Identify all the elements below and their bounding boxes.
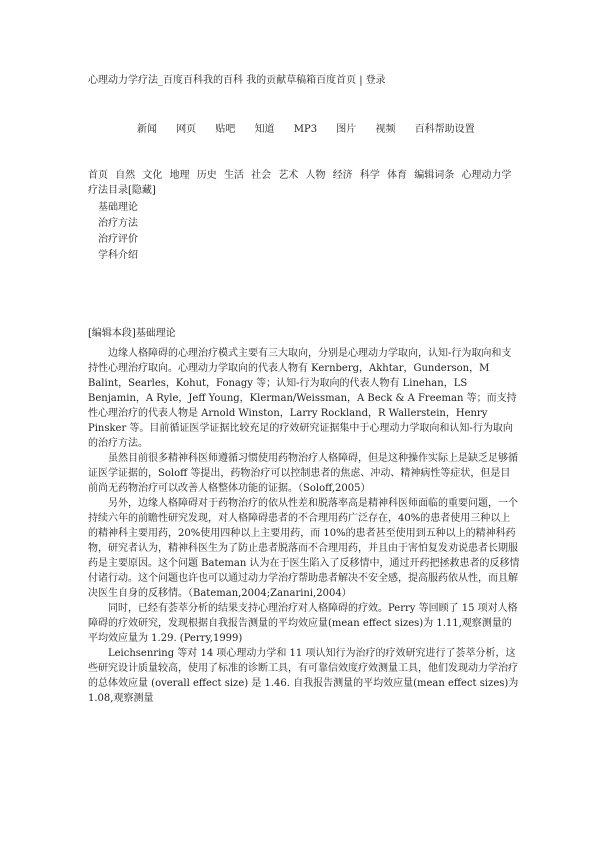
my-baike-link[interactable]: 我的百科	[203, 75, 243, 86]
cat-society[interactable]: 社会	[251, 170, 272, 181]
cat-art[interactable]: 艺术	[278, 170, 299, 181]
cat-people[interactable]: 人物	[305, 170, 326, 181]
cat-geography[interactable]: 地理	[169, 170, 190, 181]
cat-nature[interactable]: 自然	[115, 170, 136, 181]
baidu-home-link[interactable]: 百度首页	[316, 75, 357, 86]
nav-tieba[interactable]: 贴吧	[215, 124, 236, 135]
my-contributions-link[interactable]: 我的贡献	[246, 75, 287, 86]
nav-news[interactable]: 新闻	[137, 124, 157, 135]
toc-item[interactable]: 治疗评价	[98, 234, 138, 245]
nav-video[interactable]: 视频	[375, 124, 396, 135]
edit-section-link[interactable]: [编辑本段]	[88, 328, 136, 339]
section-header	[88, 327, 176, 341]
paragraph: 另外，边缘人格障碍对于药物治疗的依从性差和脱落率高是精神科医师面临的重要问题，一个持续六年的前瞻性研究发现，对人格障碍患者的不合理用药广泛存在，40%的患者使用三种以上的精神科主要用药，20%使用四种以上主要用药，而 10%的患者甚至使用到五种以上的精神科药物，研究者认为，精神科医生为了防止患者脱落而不合理用药，并且由于害怕复发劝说患者长期服药是主要原因。这个问题 Bateman 认为在于医生陷入了反移情中，通过开药把拯救患者的反移情付诸行动。这个问题也许也可以通过动力学治疗帮助患者解决不安全感，提高服药依从性，而且解决医生自身的反移情。（Bateman,2004;Zanarini,2004）	[88, 498, 520, 599]
paragraph: Leichsenring 等对 14 项心理动力学和 11 项认知行为治疗的疗效研究进行了荟萃分析，这些研究设计质量较高，使用了标准的诊断工具，有可靠信效度疗效测量工具，他们发现动力学治疗的总体效应量 (overall effect size) 是 1.46. 自我报告测量的平均效应量(mean effect sizes)为 1.08,观察测量	[88, 648, 519, 704]
cat-culture[interactable]: 文化	[142, 170, 163, 181]
login-link[interactable]: 登录	[365, 75, 386, 86]
nav-images[interactable]: 图片	[336, 124, 357, 135]
toc-heading[interactable]: 心理动力学疗法目录[隐藏]	[88, 170, 512, 196]
category-bar	[88, 168, 516, 198]
cat-life[interactable]: 生活	[223, 170, 244, 181]
separator: |	[359, 75, 363, 86]
cat-sports[interactable]: 体育	[387, 170, 408, 181]
cat-economy[interactable]: 经济	[332, 170, 353, 181]
section-title: 基础理论	[135, 328, 176, 339]
toc-item[interactable]: 学科介绍	[98, 250, 138, 261]
drafts-link[interactable]: 草稿箱	[286, 75, 317, 86]
toc-item[interactable]: 治疗方法	[98, 218, 138, 229]
paragraph: 边缘人格障碍的心理治疗模式主要有三大取向，分别是心理动力学取向，认知-行为取向和支持性心理治疗取向。心理动力学取向的代表人物有 Kernberg，Akhtar，Gunderson，M Balint，Searles，Kohut，Fonagy 等；认知-行为取向的代表人物有 Linehan，LS Benjamin，A Ryle，Jeff Young，Klerman/Weissman，A Beck & A Freeman 等；而支持性心理治疗的代表人物是 Arnold Winston，Larry Rockland，R Wallerstein，Henry Pinsker 等。目前循证医学证据比较充足的疗效研究证据集中于心理动力学取向和认知-行为取向的治疗方法。	[88, 348, 517, 449]
toc-item[interactable]: 基础理论	[98, 202, 138, 213]
edit-entry-link[interactable]: 编辑词条	[414, 170, 455, 181]
search-nav	[137, 123, 491, 137]
nav-zhidao[interactable]: 知道	[254, 124, 275, 135]
cat-science[interactable]: 科学	[359, 170, 380, 181]
top-bar	[88, 74, 386, 88]
page-title: 心理动力学疗法_百度百科	[88, 75, 203, 86]
nav-mp3[interactable]: MP3	[293, 124, 318, 135]
paragraph: 虽然目前很多精神科医师遵循习惯使用药物治疗人格障碍，但是这种操作实际上是缺乏足够循证医学证据的，Soloff 等提出，药物治疗可以控制患者的焦虑、冲动、精神病性等症状，但是目前尚无药物治疗可以改善人格整体功能的证据。（Soloff,2005）	[88, 453, 518, 494]
cat-history[interactable]: 历史	[196, 170, 217, 181]
nav-web[interactable]: 网页	[176, 124, 197, 135]
paragraph: 同时，已经有荟萃分析的结果支持心理治疗对人格障碍的疗效。Perry 等回顾了 15 项对人格障碍的疗效研究，发现根据自我报告测量的平均效应量(mean effect sizes)为 1.11,观察测量的平均效应量为 1.29. (Perry,1999)	[88, 603, 518, 644]
cat-home[interactable]: 首页	[88, 170, 108, 181]
table-of-contents	[98, 200, 138, 264]
article-body	[88, 346, 520, 706]
nav-help-settings[interactable]: 百科帮助设置	[414, 124, 475, 135]
